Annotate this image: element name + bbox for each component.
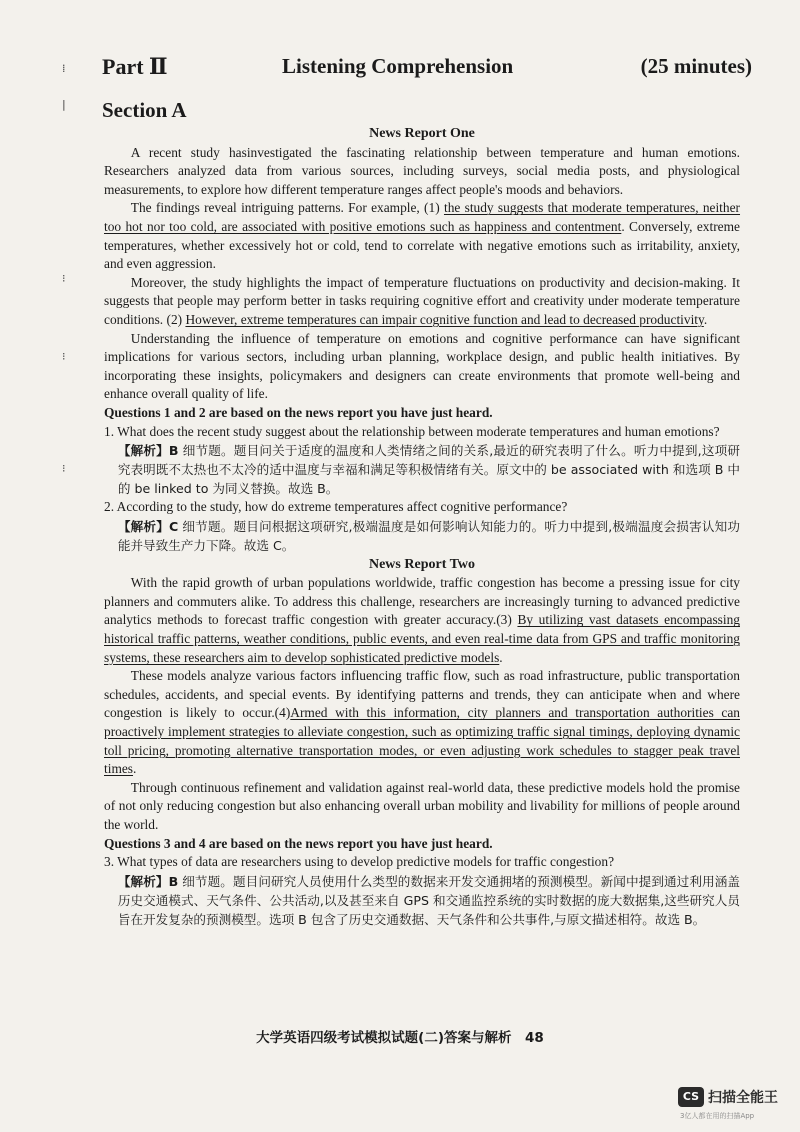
- watermark-tagline: 3亿人都在用的扫描App: [680, 1112, 755, 1120]
- underlined-answer: However, extreme temperatures can impair cognitive function and lead to decreased productivity: [185, 311, 704, 327]
- paragraph: Understanding the influence of temperature on emotions and cognitive performance can have significant implications for various sectors, including urban planning, workplace design, and public health initiatives. By incorporating these insights, policymakers and designers can create environments that promote well-being and enhance overall quality of life.: [104, 330, 740, 402]
- underlined-answer: the study suggests that moderate temperatures, neither too hot nor too cold, are associated with positive emotions such as happiness and contentment: [104, 200, 741, 234]
- part-label: Part Ⅱ: [102, 54, 168, 79]
- time-limit: (25 minutes): [640, 54, 752, 78]
- binding-mark: ⁞: [62, 62, 66, 75]
- underlined-answer: By utilizing vast datasets encompassing historical traffic patterns, weather conditions, public events, and even real-time data from GPS and traffic monitoring systems, these researchers aim to develop sophisticated predictive models: [104, 612, 740, 665]
- binding-mark: ⁝: [62, 462, 66, 475]
- paragraph: With the rapid growth of urban populations worldwide, traffic congestion has become a pressing issue for city planners and commuters alike. To address this challenge, researchers are increasingly turning to advanced predictive analytics methods to forecast traffic congestion with greater accuracy.(3) By utilizing vast datasets encompassing historical traffic patterns, weather conditions, public events, and even real-time data from GPS and traffic monitoring systems, these researchers aim to develop sophisticated predictive models.: [104, 575, 740, 665]
- answer-analysis: 【解析】B 细节题。题目问研究人员使用什么类型的数据来开发交通拥堵的预测模型。新闻中提到通过利用涵盖历史交通模式、天气条件、公共活动,以及甚至来自 GPS 和交通监控系统的实时数据的庞大数据集,这些研究人员旨在开发复杂的预测模型。选项 B 包含了历史交通数据、天气条件和公共事件,与原文描述相符。故选 B。: [117, 873, 740, 927]
- page-footer: 大学英语四级考试模拟试题(二)答案与解析 48: [256, 1030, 544, 1046]
- questions-heading: Questions 3 and 4 are based on the news report you have just heard.: [104, 835, 493, 851]
- underlined-answer: Armed with this information, city planners and transportation authorities can proactively implement strategies to alleviate congestion, such as optimizing traffic signal timings, deploying dynamic toll pricing, promoting alternative transportation modes, or even adjusting work schedules to stagger peak travel times: [104, 705, 740, 777]
- main-content: [104, 124, 740, 929]
- section-title: Section A: [102, 98, 187, 122]
- question: 3. What types of data are researchers using to develop predictive models for traffic congestion?: [104, 854, 615, 870]
- paragraph: Through continuous refinement and validation against real-world data, these predictive models hold the promise of not only reducing congestion but also enhancing overall urban mobility and livability for millions of people around the world.: [104, 779, 740, 832]
- paragraph: A recent study hasinvestigated the fascinating relationship between temperature and human emotions. Researchers analyzed data from various sources, including surveys, social media posts, and physiological measurements, to explore how different temperature ranges affect people's moods and behaviors.: [104, 144, 740, 197]
- questions-heading: Questions 1 and 2 are based on the news report you have just heard.: [104, 404, 493, 420]
- paragraph: These models analyze various factors influencing traffic flow, such as road infrastructure, public transportation schedules, accidents, and special events. By identifying patterns and trends, they can anticipate when and where congestion is likely to occur.(4)Armed with this information, city planners and transportation authorities can proactively implement strategies to alleviate congestion, such as optimizing traffic signal timings, deploying dynamic toll pricing, promoting alternative transportation modes, or even adjusting work schedules to stagger peak travel times.: [104, 668, 740, 777]
- part-title: Listening Comprehension: [282, 54, 514, 78]
- report-title: News Report Two: [368, 556, 476, 572]
- binding-mark: |: [62, 98, 66, 111]
- question: 2. According to the study, how do extreme temperatures affect cognitive performance?: [104, 499, 568, 515]
- question: 1. What does the recent study suggest about the relationship between moderate temperatures and human emotions?: [104, 423, 720, 439]
- paragraph: The findings reveal intriguing patterns. For example, (1) the study suggests that moderate temperatures, neither too hot nor too cold, are associated with positive emotions such as happiness and contentment. Conversely, extreme temperatures, whether excessively hot or cold, tend to correlate with negative emotions such as irritability, anxiety, and even aggression.: [104, 200, 741, 272]
- camscanner-logo-icon: CS: [678, 1087, 704, 1107]
- watermark-name: 扫描全能王: [708, 1090, 778, 1106]
- answer-analysis: 【解析】C 细节题。题目问根据这项研究,极端温度是如何影响认知能力的。听力中提到,极端温度会损害认知功能并导致生产力下降。故选 C。: [117, 518, 740, 553]
- answer-analysis: 【解析】B 细节题。题目问关于适度的温度和人类情绪之间的关系,最近的研究表明了什么。听力中提到,这项研究表明既不太热也不太冷的适中温度与幸福和满足等积极情绪有关。原文中的 be associated with 和选项 B 中的 be linked to 为同义替换。故选 B。: [117, 443, 740, 497]
- binding-mark: ⁝: [62, 350, 66, 363]
- report-title: News Report One: [369, 126, 475, 141]
- scanner-watermark: [676, 1086, 792, 1126]
- paragraph: Moreover, the study highlights the impact of temperature fluctuations on productivity and decision-making. It suggests that people may perform better in tasks requiring cognitive effort and creativity under moderate temperature conditions. (2) However, extreme temperatures can impair cognitive function and lead to decreased productivity.: [104, 274, 740, 327]
- page-header: [102, 54, 760, 84]
- binding-mark: ⁝: [62, 272, 66, 285]
